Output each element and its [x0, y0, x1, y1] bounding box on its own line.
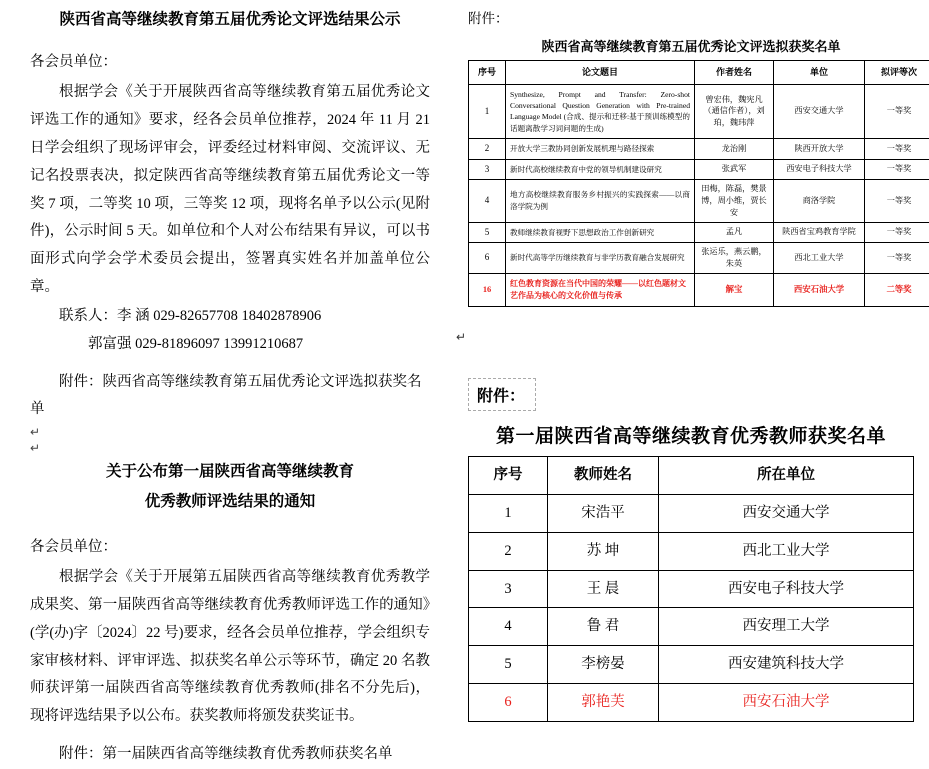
table-row: [469, 243, 929, 274]
cell-unit: 西安石油大学: [774, 273, 865, 306]
cell-teacher-name: 王 晨: [548, 570, 659, 608]
cell-teacher-name: 苏 坤: [548, 532, 659, 570]
notice-body-2: 根据学会《关于开展第五届陕西省高等继续教育优秀教学成果奖、第一届陕西省高等继续教育优秀教师评选工作的通知》(学(办)字〔2024〕22 号)要求，经各会员单位推荐，学会组织专家审核材料、评审评选、拟获奖名单公示等环节，确定 20 名教师获评第一届陕西省高等继续教育优秀教师(排名不分先后)，现将评选结果予以公布。获奖教师将颁发获奖证书。: [30, 564, 430, 731]
table-row: [469, 222, 929, 242]
notice-title-2-line1: 关于公布第一届陕西省高等继续教育: [30, 457, 430, 486]
table-row: [469, 139, 929, 159]
attachment-label-2: 附件：: [468, 378, 536, 411]
cell-level: 一等奖: [865, 179, 929, 222]
table-row: [469, 570, 914, 608]
cell-institution: 西北工业大学: [659, 532, 914, 570]
left-column: [30, 8, 430, 769]
cell-index: 16: [469, 273, 506, 306]
paragraph-mark-1: ↵: [30, 424, 430, 441]
cell-index: 6: [469, 243, 506, 274]
cell-author: 田梅，陈磊，樊景博，周小维，贾长安: [695, 179, 774, 222]
teacher-award-table: [468, 456, 914, 722]
cell-teacher-name: 李榜晏: [548, 646, 659, 684]
th-index: 序号: [469, 457, 548, 495]
cell-institution: 西安电子科技大学: [659, 570, 914, 608]
cell-unit: 西安交通大学: [774, 84, 865, 139]
paragraph-mark-2: ↵: [30, 440, 430, 457]
cell-author: 张武军: [695, 159, 774, 179]
contact-line-1: 联系人：李 涵 029-82657708 18402878906: [30, 302, 430, 330]
cell-level: 一等奖: [865, 139, 929, 159]
cell-author: 龙治刚: [695, 139, 774, 159]
cell-paper-title: 地方高校继续教育服务乡村振兴的实践探索——以商洛学院为例: [506, 179, 695, 222]
attachment-label-1: 附件：: [468, 8, 914, 30]
cell-unit: 商洛学院: [774, 179, 865, 222]
notice-title-1: 陕西省高等继续教育第五届优秀论文评选结果公示: [30, 8, 430, 31]
th-unit: 单位: [774, 60, 865, 84]
cell-unit: 西北工业大学: [774, 243, 865, 274]
th-index: 序号: [469, 60, 506, 84]
cell-index: 3: [469, 159, 506, 179]
right-column: [468, 8, 914, 307]
cell-index: 2: [469, 532, 548, 570]
cell-index: 5: [469, 222, 506, 242]
cell-index: 1: [469, 84, 506, 139]
cell-level: 一等奖: [865, 159, 929, 179]
notice-title-2-line2: 优秀教师评选结果的通知: [30, 487, 430, 516]
salutation-2: 各会员单位：: [30, 534, 430, 560]
table-row-highlighted: [469, 273, 929, 306]
paragraph-mark-3: ↵: [456, 330, 466, 345]
attachment-2-block: [468, 378, 914, 722]
cell-teacher-name: 宋浩平: [548, 494, 659, 532]
cell-institution: 西安石油大学: [659, 684, 914, 722]
table-row: [469, 532, 914, 570]
cell-author: 张运乐，燕云鹏，朱英: [695, 243, 774, 274]
cell-index: 6: [469, 684, 548, 722]
cell-unit: 陕西开放大学: [774, 139, 865, 159]
table-row: [469, 608, 914, 646]
th-author: 作者姓名: [695, 60, 774, 84]
cell-paper-title: 新时代高等学历继续教育与非学历教育融合发展研究: [506, 243, 695, 274]
cell-author: 孟凡: [695, 222, 774, 242]
cell-index: 1: [469, 494, 548, 532]
cell-paper-title: Synthesize, Prompt and Transfer: Zero-shot Conversational Question Generation with Pre-trained Language Model (合成、提示和迁移:基于预训练模型的话题离散学习词问题的生成): [506, 84, 695, 139]
cell-institution: 西安建筑科技大学: [659, 646, 914, 684]
cell-teacher-name: 鲁 君: [548, 608, 659, 646]
table-row: [469, 646, 914, 684]
cell-level: 一等奖: [865, 222, 929, 242]
cell-level: 一等奖: [865, 243, 929, 274]
cell-unit: 西安电子科技大学: [774, 159, 865, 179]
cell-level: 二等奖: [865, 273, 929, 306]
table-row-highlighted: [469, 684, 914, 722]
attachment-note-1: 附件：陕西省高等继续教育第五届优秀论文评选拟获奖名单: [30, 369, 430, 424]
cell-index: 4: [469, 608, 548, 646]
cell-author: 解宝: [695, 273, 774, 306]
cell-index: 2: [469, 139, 506, 159]
cell-paper-title: 红色教育资源在当代中国的荣耀——以红色题材文艺作品为核心的文化价值与传承: [506, 273, 695, 306]
award-table-title: 陕西省高等继续教育第五届优秀论文评选拟获奖名单: [468, 36, 914, 55]
table-row: [469, 179, 929, 222]
notice-body-1: 根据学会《关于开展陕西省高等继续教育第五届优秀论文评选工作的通知》要求，经各会员单位推荐，2024 年 11 月 21 日学会组织了现场评审会，评委经过材料审阅、交流评议、无记名投票表决，拟定陕西省高等继续教育第五届优秀论文一等奖 7 项，二等奖 10 项，三等奖 12 项，现将名单予以公示(见附件)，公示时间 5 天。如单位和个人对公布结果有异议，可以书面形式向学会学术委员会提出，签署真实姓名并加盖单位公章。: [30, 79, 430, 302]
table-header-row: [469, 457, 914, 495]
award-table: [468, 60, 929, 307]
cell-unit: 陕西省宝鸡教育学院: [774, 222, 865, 242]
cell-level: 一等奖: [865, 84, 929, 139]
cell-paper-title: 新时代高校继续教育中党的领导机制建设研究: [506, 159, 695, 179]
attachment-note-2: 附件：第一届陕西省高等继续教育优秀教师获奖名单: [30, 741, 430, 769]
cell-index: 4: [469, 179, 506, 222]
table-row: [469, 159, 929, 179]
table-header-row: [469, 60, 929, 84]
salutation-1: 各会员单位：: [30, 49, 430, 75]
th-teacher-name: 教师姓名: [548, 457, 659, 495]
table-row: [469, 494, 914, 532]
cell-paper-title: 教师继续教育视野下思想政治工作创新研究: [506, 222, 695, 242]
th-paper-title: 论文题目: [506, 60, 695, 84]
contact-line-2: 郭富强 029-81896097 13991210687: [30, 330, 430, 358]
cell-index: 5: [469, 646, 548, 684]
cell-teacher-name: 郭艳芙: [548, 684, 659, 722]
th-level: 拟评等次: [865, 60, 929, 84]
teacher-table-title: 第一届陕西省高等继续教育优秀教师获奖名单: [468, 421, 914, 448]
cell-institution: 西安交通大学: [659, 494, 914, 532]
cell-index: 3: [469, 570, 548, 608]
th-institution: 所在单位: [659, 457, 914, 495]
cell-paper-title: 开放大学三教协同创新发展机理与路径探索: [506, 139, 695, 159]
cell-institution: 西安理工大学: [659, 608, 914, 646]
cell-author: 曾宏伟，魏宪凡（通信作者），刘珀，魏玮萍: [695, 84, 774, 139]
table-row: [469, 84, 929, 139]
